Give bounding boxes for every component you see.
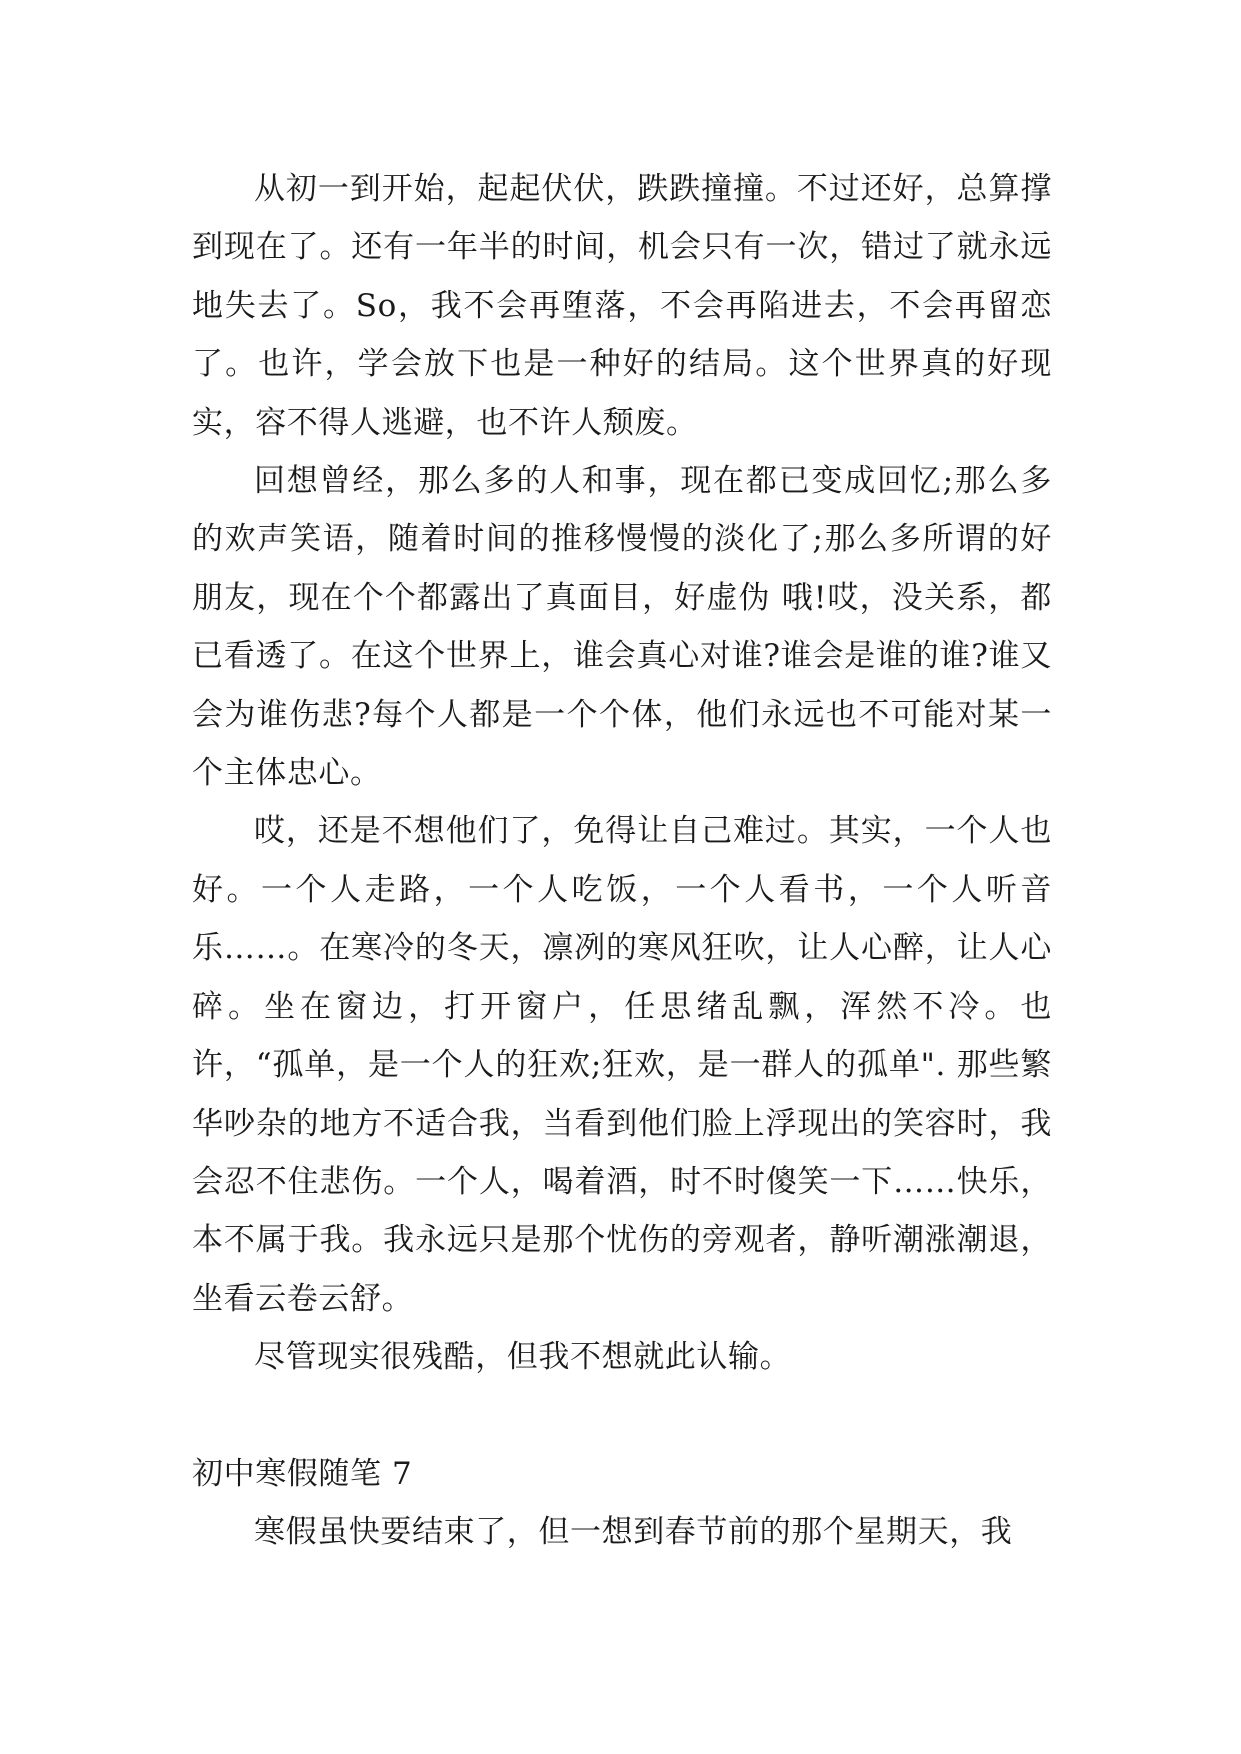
paragraph-5: 寒假虽快要结束了，但一想到春节前的那个星期天，我 [254,1513,1013,1550]
document-body [192,160,1052,1561]
paragraph-1: 从初一到开始，起起伏伏，跌跌撞撞。不过还好，总算撑到现在了。还有一年半的时间，机会只有一次，错过了就永远地失去了。So，我不会再堕落，不会再陷进去，不会再留恋了。也许，学会放下也是一种好的结局。这个世界真的好现实，容不得人逃避，也不许人颓废。 [192,171,1052,441]
paragraph-2: 回想曾经，那么多的人和事，现在都已变成回忆;那么多的欢声笑语，随着时间的推移慢慢的淡化了;那么多所谓的好朋友，现在个个都露出了真面目，好虚伪 哦!哎，没关系，都已看透了。在这个世界上，谁会真心对谁?谁会是谁的谁?谁又会为谁伤悲?每个人都是一个个体，他们永远也不可能对某一个主体忠心。 [192,463,1052,792]
paragraph-4: 尽管现实很残酷，但我不想就此认输。 [254,1339,792,1376]
paragraph-3: 哎，还是不想他们了，免得让自己难过。其实，一个人也好。一个人走路，一个人吃饭，一个人看书，一个人听音乐……。在寒冷的冬天，凛冽的寒风狂吹，让人心醉，让人心碎。坐在窗边，打开窗户，任思绪乱飘，浑然不冷。也许，“孤单，是一个人的狂欢;狂欢，是一群人的孤单". 那些繁华吵杂的地方不适合我，当看到他们脸上浮现出的笑容时，我会忍不住悲伤。一个人，喝着酒，时不时傻笑一下……快乐，本不属于我。我永远只是那个忧伤的旁观者，静听潮涨潮退，坐看云卷云舒。 [192,813,1052,1317]
section-title: 初中寒假随笔 7 [192,1455,413,1492]
